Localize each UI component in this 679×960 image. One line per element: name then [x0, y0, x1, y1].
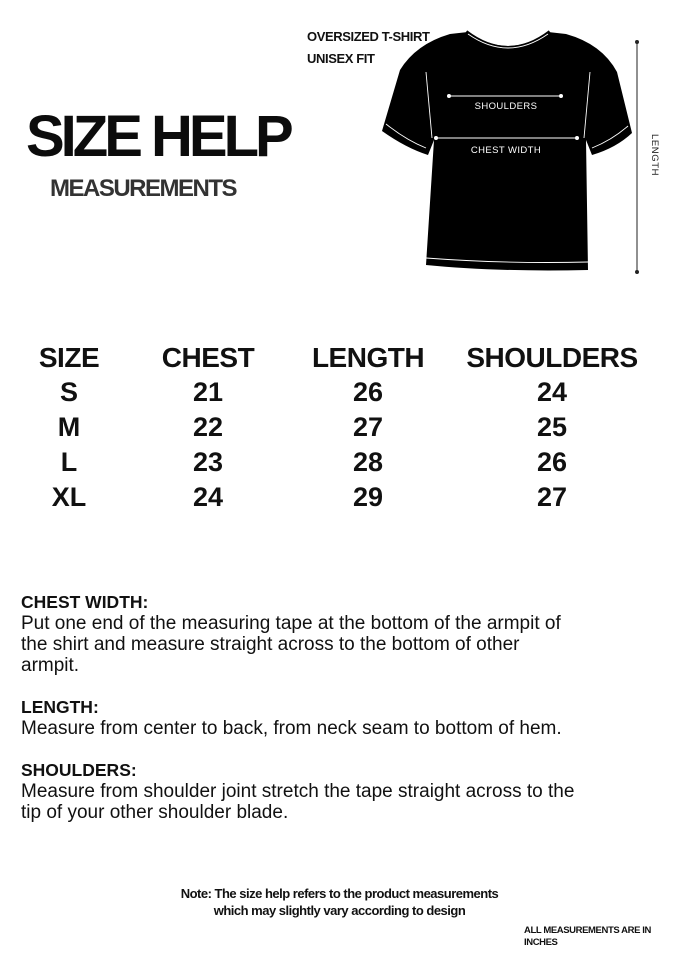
- size-cell: XL: [51, 482, 87, 512]
- table-row: [0, 480, 679, 515]
- length-cell: 26: [352, 377, 384, 407]
- chest-cell: 21: [192, 377, 224, 407]
- column-header-size: SIZE: [38, 342, 100, 373]
- column-header-chest: CHEST: [161, 342, 255, 373]
- section-text: Measure from center to back, from neck seam to bottom of hem.: [21, 718, 562, 739]
- page-subtitle: MEASUREMENTS: [50, 175, 237, 202]
- shoulders-label: SHOULDERS: [474, 101, 538, 112]
- table-row: [0, 375, 679, 410]
- section-heading: SHOULDERS:: [21, 760, 137, 780]
- size-note: [0, 885, 679, 919]
- measuring-instructions: [21, 592, 581, 844]
- table-row: [0, 410, 679, 445]
- diagram-caption-type: OVERSIZED T-SHIRT: [307, 29, 430, 44]
- page-title: SIZE HELP: [26, 104, 290, 169]
- diagram-caption-fit: UNISEX FIT: [307, 51, 375, 66]
- length-cell: 28: [352, 447, 384, 477]
- size-cell: S: [59, 377, 79, 407]
- size-table: [0, 340, 679, 515]
- tshirt-diagram: [376, 20, 676, 282]
- chest-cell: 22: [192, 412, 224, 442]
- size-note-line-2: which may slightly vary according to design: [213, 903, 466, 918]
- chest-cell: 23: [192, 447, 224, 477]
- length-measure-line: [635, 40, 639, 274]
- chest-width-label: CHEST WIDTH: [470, 145, 542, 156]
- size-cell: M: [57, 412, 81, 442]
- shoulders-cell: 25: [536, 412, 568, 442]
- column-header-shoulders: SHOULDERS: [466, 342, 638, 373]
- section-heading: LENGTH:: [21, 697, 99, 717]
- section-heading: CHEST WIDTH:: [21, 592, 149, 612]
- length-cell: 27: [352, 412, 384, 442]
- size-cell: L: [60, 447, 78, 477]
- size-note-line-1: Note: The size help refers to the product measurements: [180, 886, 499, 901]
- units-footnote: ALL MEASUREMENTS ARE IN INCHES: [524, 925, 651, 948]
- chest-cell: 24: [192, 482, 224, 512]
- shoulders-instructions: [21, 760, 581, 823]
- shoulders-cell: 24: [536, 377, 568, 407]
- section-text: Measure from shoulder joint stretch the tape straight across to the tip of your other shoulder blade.: [21, 781, 575, 823]
- table-row: [0, 445, 679, 480]
- length-cell: 29: [352, 482, 384, 512]
- shoulders-cell: 26: [536, 447, 568, 477]
- length-label: LENGTH: [649, 133, 660, 177]
- table-header-row: [0, 340, 679, 375]
- shoulders-cell: 27: [536, 482, 568, 512]
- section-text: Put one end of the measuring tape at the bottom of the armpit of the shirt and measure straight across to the bottom of other armpit.: [21, 613, 561, 676]
- column-header-length: LENGTH: [311, 342, 425, 373]
- length-instructions: [21, 697, 581, 739]
- chest-width-instructions: [21, 592, 581, 676]
